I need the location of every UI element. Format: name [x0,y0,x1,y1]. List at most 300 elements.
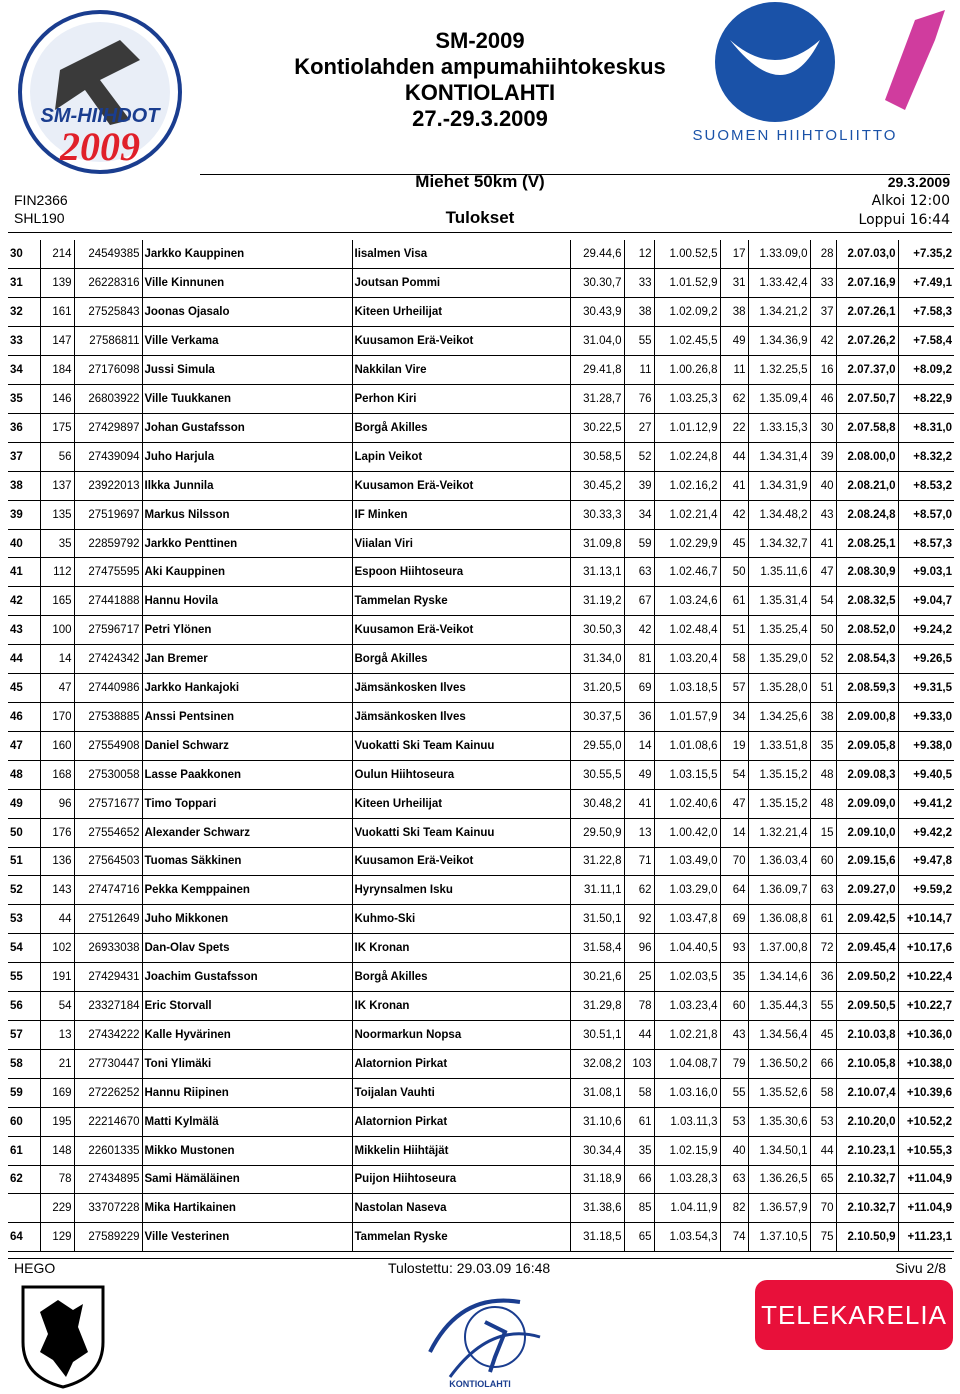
cell-rank: 59 [8,1078,40,1107]
cell-split2-rank: 55 [720,1078,748,1107]
cell-bib: 170 [40,703,74,732]
cell-split2-rank: 49 [720,327,748,356]
cell-time-behind: +10.14,7 [898,905,954,934]
cell-split3-rank: 70 [810,1194,836,1223]
cell-split3-time: 1.32.21,4 [748,818,810,847]
cell-split2-rank: 50 [720,558,748,587]
cell-split3-time: 1.33.42,4 [748,269,810,298]
cell-split3-time: 1.34.50,1 [748,1136,810,1165]
cell-time-behind: +10.22,7 [898,992,954,1021]
cell-bib: 168 [40,760,74,789]
table-row [8,442,954,471]
cell-athlete-name: Tuomas Säkkinen [142,847,352,876]
cell-bib: 214 [40,240,74,269]
cell-split3-rank: 52 [810,645,836,674]
cell-split3-time: 1.37.10,5 [748,1223,810,1252]
cell-athlete-name: Ilkka Junnila [142,471,352,500]
print-timestamp: Tulostettu: 29.03.09 16:48 [388,1260,551,1276]
cell-split2-rank: 14 [720,818,748,847]
cell-split1-rank: 14 [624,731,654,760]
cell-finish-time: 2.09.05,8 [836,731,898,760]
cell-rank: 38 [8,471,40,500]
cell-license-id: 27530058 [74,760,142,789]
cell-club: Alatornion Pirkat [352,1049,570,1078]
cell-time-behind: +9.41,2 [898,789,954,818]
table-row [8,645,954,674]
cell-bib: 195 [40,1107,74,1136]
cell-split3-rank: 43 [810,500,836,529]
cell-license-id: 27512649 [74,905,142,934]
event-dates: 27.-29.3.2009 [412,106,548,131]
race-date: 29.3.2009 [887,174,950,190]
cell-split1-time: 30.37,5 [570,703,624,732]
cell-split1-rank: 36 [624,703,654,732]
cell-split3-rank: 36 [810,963,836,992]
cell-rank: 58 [8,1049,40,1078]
cell-rank: 48 [8,760,40,789]
table-row [8,963,954,992]
cell-athlete-name: Petri Ylönen [142,616,352,645]
cell-license-id: 27571677 [74,789,142,818]
cell-split3-rank: 66 [810,1049,836,1078]
cell-finish-time: 2.07.26,2 [836,327,898,356]
cell-finish-time: 2.10.07,4 [836,1078,898,1107]
cell-athlete-name: Matti Kylmälä [142,1107,352,1136]
coat-of-arms-icon [18,1282,108,1390]
cell-athlete-name: Aki Kauppinen [142,558,352,587]
cell-split2-time: 1.02.21,8 [654,1020,720,1049]
cell-split3-rank: 30 [810,413,836,442]
cell-club: Toijalan Vauhti [352,1078,570,1107]
cell-split3-rank: 16 [810,356,836,385]
cell-split3-time: 1.36.26,5 [748,1165,810,1194]
cell-split1-rank: 44 [624,1020,654,1049]
cell-athlete-name: Kalle Hyvärinen [142,1020,352,1049]
cell-bib: 13 [40,1020,74,1049]
cell-bib: 47 [40,674,74,703]
cell-split2-rank: 19 [720,731,748,760]
cell-bib: 229 [40,1194,74,1223]
cell-rank: 37 [8,442,40,471]
cell-club: Kuusamon Erä-Veikot [352,327,570,356]
cell-split2-time: 1.02.46,7 [654,558,720,587]
cell-split2-rank: 58 [720,645,748,674]
cell-rank: 30 [8,240,40,269]
cell-athlete-name: Joonas Ojasalo [142,298,352,327]
cell-bib: 161 [40,298,74,327]
federation-name: SUOMEN HIIHTOLIITTO [692,127,898,144]
cell-split1-rank: 27 [624,413,654,442]
cell-license-id: 27589229 [74,1223,142,1252]
cell-split1-time: 31.18,9 [570,1165,624,1194]
cell-rank: 51 [8,847,40,876]
cell-split3-time: 1.32.25,5 [748,356,810,385]
cell-bib: 143 [40,876,74,905]
cell-split2-time: 1.02.45,5 [654,327,720,356]
cell-split1-time: 30.43,9 [570,298,624,327]
cell-license-id: 27439094 [74,442,142,471]
cell-split2-time: 1.03.25,3 [654,385,720,414]
cell-license-id: 27596717 [74,616,142,645]
cell-time-behind: +10.22,4 [898,963,954,992]
cell-split2-time: 1.02.21,4 [654,500,720,529]
cell-license-id: 27440986 [74,674,142,703]
cell-license-id: 22859792 [74,529,142,558]
cell-bib: 147 [40,327,74,356]
cell-club: Jämsänkosken Ilves [352,674,570,703]
cell-split1-rank: 81 [624,645,654,674]
cell-club: Tammelan Ryske [352,1223,570,1252]
svg-text:2009: 2009 [60,124,140,169]
cell-rank: 60 [8,1107,40,1136]
cell-split3-time: 1.35.11,6 [748,558,810,587]
cell-license-id: 27525843 [74,298,142,327]
cell-time-behind: +10.36,0 [898,1020,954,1049]
cell-split1-rank: 42 [624,616,654,645]
cell-split1-time: 30.55,5 [570,760,624,789]
cell-club: Nakkilan Vire [352,356,570,385]
cell-rank: 46 [8,703,40,732]
cell-club: Kiteen Urheilijat [352,789,570,818]
cell-split2-rank: 64 [720,876,748,905]
cell-split1-rank: 62 [624,876,654,905]
cell-time-behind: +8.53,2 [898,471,954,500]
table-row [8,356,954,385]
table-row [8,269,954,298]
table-row [8,587,954,616]
cell-split3-time: 1.35.09,4 [748,385,810,414]
table-row [8,847,954,876]
cell-split1-time: 30.50,3 [570,616,624,645]
cell-split2-time: 1.01.08,6 [654,731,720,760]
cell-split3-rank: 41 [810,529,836,558]
cell-split2-rank: 38 [720,298,748,327]
cell-split2-time: 1.00.26,8 [654,356,720,385]
cell-split1-rank: 85 [624,1194,654,1223]
cell-split2-rank: 11 [720,356,748,385]
cell-split3-rank: 45 [810,1020,836,1049]
cell-split1-rank: 33 [624,269,654,298]
cell-split2-rank: 22 [720,413,748,442]
cell-rank: 47 [8,731,40,760]
cell-split3-time: 1.34.31,4 [748,442,810,471]
cell-license-id: 24549385 [74,240,142,269]
cell-split1-time: 31.11,1 [570,876,624,905]
cell-split2-time: 1.00.42,0 [654,818,720,847]
cell-bib: 137 [40,471,74,500]
cell-athlete-name: Juho Mikkonen [142,905,352,934]
cell-athlete-name: Hannu Hovila [142,587,352,616]
cell-bib: 14 [40,645,74,674]
cell-license-id: 27554652 [74,818,142,847]
cell-time-behind: +8.32,2 [898,442,954,471]
cell-license-id: 27554908 [74,731,142,760]
cell-split1-time: 29.50,9 [570,818,624,847]
cell-time-behind: +9.42,2 [898,818,954,847]
cell-split1-rank: 11 [624,356,654,385]
cell-split2-rank: 43 [720,1020,748,1049]
cell-club: Mikkelin Hiihtäjät [352,1136,570,1165]
cell-bib: 160 [40,731,74,760]
cell-time-behind: +10.52,2 [898,1107,954,1136]
cell-athlete-name: Mika Hartikainen [142,1194,352,1223]
header-divider [200,174,950,175]
cell-split3-rank: 44 [810,1136,836,1165]
cell-bib: 129 [40,1223,74,1252]
cell-split1-time: 31.09,8 [570,529,624,558]
cell-time-behind: +9.40,5 [898,760,954,789]
cell-rank: 49 [8,789,40,818]
cell-split1-time: 31.22,8 [570,847,624,876]
cell-athlete-name: Alexander Schwarz [142,818,352,847]
cell-club: Kuusamon Erä-Veikot [352,616,570,645]
cell-time-behind: +7.58,4 [898,327,954,356]
cell-split3-time: 1.34.36,9 [748,327,810,356]
cell-split1-time: 31.34,0 [570,645,624,674]
cell-split3-time: 1.35.31,4 [748,587,810,616]
cell-split1-rank: 103 [624,1049,654,1078]
cell-split1-rank: 41 [624,789,654,818]
race-title: Miehet 50km (V) [415,172,545,191]
cell-split2-rank: 17 [720,240,748,269]
cell-split1-rank: 34 [624,500,654,529]
cell-split1-rank: 35 [624,1136,654,1165]
cell-split1-time: 30.21,6 [570,963,624,992]
cell-split2-time: 1.03.28,3 [654,1165,720,1194]
cell-split1-rank: 63 [624,558,654,587]
cell-time-behind: +10.39,6 [898,1078,954,1107]
cell-license-id: 27474716 [74,876,142,905]
cell-split1-time: 30.58,5 [570,442,624,471]
cell-split2-time: 1.02.40,6 [654,789,720,818]
cell-club: Viialan Viri [352,529,570,558]
cell-bib: 146 [40,385,74,414]
cell-split1-rank: 71 [624,847,654,876]
cell-club: Noormarkun Nopsa [352,1020,570,1049]
table-row [8,703,954,732]
cell-athlete-name: Pekka Kemppainen [142,876,352,905]
cell-split3-rank: 63 [810,876,836,905]
cell-license-id: 27429431 [74,963,142,992]
cell-split1-time: 31.18,5 [570,1223,624,1252]
cell-athlete-name: Jarkko Kauppinen [142,240,352,269]
cell-split1-time: 30.34,4 [570,1136,624,1165]
cell-license-id: 27434895 [74,1165,142,1194]
table-row [8,1049,954,1078]
cell-split2-rank: 79 [720,1049,748,1078]
cell-athlete-name: Ville Verkama [142,327,352,356]
svg-text:SM-HIIHDOT: SM-HIIHDOT [40,105,160,127]
cell-split2-rank: 53 [720,1107,748,1136]
cell-split3-rank: 53 [810,1107,836,1136]
cell-time-behind: +9.47,8 [898,847,954,876]
kontiolahti-logo-text: KONTIOLAHTI [449,1379,511,1389]
results-label: Tulokset [445,208,515,227]
table-row [8,818,954,847]
cell-split3-rank: 51 [810,674,836,703]
cell-athlete-name: Ville Kinnunen [142,269,352,298]
cell-split2-rank: 41 [720,471,748,500]
start-time: Alkoi 12:00 [871,193,950,209]
cell-athlete-name: Jarkko Penttinen [142,529,352,558]
cell-bib: 44 [40,905,74,934]
cell-time-behind: +7.49,1 [898,269,954,298]
cell-split1-rank: 96 [624,934,654,963]
cell-split3-time: 1.34.21,2 [748,298,810,327]
cell-split2-time: 1.03.18,5 [654,674,720,703]
cell-license-id: 27226252 [74,1078,142,1107]
cell-club: Tammelan Ryske [352,587,570,616]
footer-divider [8,1258,952,1259]
cell-license-id: 26803922 [74,385,142,414]
cell-club: Vuokatti Ski Team Kainuu [352,818,570,847]
cell-split2-time: 1.03.49,0 [654,847,720,876]
cell-split1-rank: 69 [624,674,654,703]
cell-rank: 40 [8,529,40,558]
cell-split2-rank: 31 [720,269,748,298]
cell-license-id: 26933038 [74,934,142,963]
cell-split1-rank: 39 [624,471,654,500]
cell-time-behind: +9.31,5 [898,674,954,703]
cell-athlete-name: Ville Vesterinen [142,1223,352,1252]
cell-split2-time: 1.03.24,6 [654,587,720,616]
cell-athlete-name: Dan-Olav Spets [142,934,352,963]
cell-rank: 54 [8,934,40,963]
cell-rank: 57 [8,1020,40,1049]
cell-license-id: 27475595 [74,558,142,587]
cell-time-behind: +8.57,3 [898,529,954,558]
cell-split1-time: 31.29,8 [570,992,624,1021]
cell-time-behind: +11.04,9 [898,1194,954,1223]
cell-license-id: 27730447 [74,1049,142,1078]
cell-split2-rank: 63 [720,1165,748,1194]
cell-split2-time: 1.03.29,0 [654,876,720,905]
cell-bib: 54 [40,992,74,1021]
cell-license-id: 27429897 [74,413,142,442]
cell-split2-time: 1.02.15,9 [654,1136,720,1165]
cell-finish-time: 2.08.00,0 [836,442,898,471]
cell-club: Puijon Hiihtoseura [352,1165,570,1194]
cell-bib: 184 [40,356,74,385]
cell-split2-rank: 45 [720,529,748,558]
cell-finish-time: 2.10.32,7 [836,1165,898,1194]
cell-split1-time: 31.04,0 [570,327,624,356]
cell-athlete-name: Jan Bremer [142,645,352,674]
table-row [8,1165,954,1194]
cell-athlete-name: Anssi Pentsinen [142,703,352,732]
cell-finish-time: 2.08.30,9 [836,558,898,587]
cell-split3-rank: 47 [810,558,836,587]
cell-finish-time: 2.09.50,5 [836,992,898,1021]
cell-finish-time: 2.09.45,4 [836,934,898,963]
cell-split2-time: 1.03.54,3 [654,1223,720,1252]
cell-finish-time: 2.09.08,3 [836,760,898,789]
cell-split1-rank: 76 [624,385,654,414]
cell-time-behind: +10.17,6 [898,934,954,963]
cell-split1-rank: 61 [624,1107,654,1136]
cell-split1-rank: 52 [624,442,654,471]
cell-license-id: 27441888 [74,587,142,616]
cell-finish-time: 2.09.42,5 [836,905,898,934]
cell-split2-time: 1.04.08,7 [654,1049,720,1078]
cell-split2-rank: 54 [720,760,748,789]
cell-bib: 139 [40,269,74,298]
cell-split2-time: 1.04.11,9 [654,1194,720,1223]
cell-club: Lapin Veikot [352,442,570,471]
cell-club: Jämsänkosken Ilves [352,703,570,732]
cell-athlete-name: Sami Hämäläinen [142,1165,352,1194]
cell-split2-time: 1.03.23,4 [654,992,720,1021]
cell-license-id: 27519697 [74,500,142,529]
table-row [8,240,954,269]
table-row [8,1136,954,1165]
cell-split2-time: 1.02.29,9 [654,529,720,558]
cell-split3-rank: 58 [810,1078,836,1107]
table-row [8,789,954,818]
cell-split3-rank: 42 [810,327,836,356]
cell-club: Joutsan Pommi [352,269,570,298]
cell-club: Kuusamon Erä-Veikot [352,471,570,500]
cell-finish-time: 2.08.59,3 [836,674,898,703]
cell-club: Kiteen Urheilijat [352,298,570,327]
table-row [8,1194,954,1223]
cell-split3-time: 1.36.08,8 [748,905,810,934]
cell-split3-rank: 75 [810,1223,836,1252]
cell-finish-time: 2.10.23,1 [836,1136,898,1165]
cell-club: Borgå Akilles [352,413,570,442]
cell-finish-time: 2.09.09,0 [836,789,898,818]
cell-split1-rank: 92 [624,905,654,934]
cell-time-behind: +9.24,2 [898,616,954,645]
cell-finish-time: 2.09.50,2 [836,963,898,992]
cell-split2-time: 1.00.52,5 [654,240,720,269]
cell-club: IK Kronan [352,992,570,1021]
shl-code: SHL190 [14,210,65,226]
cell-rank: 52 [8,876,40,905]
cell-time-behind: +10.38,0 [898,1049,954,1078]
cell-split2-rank: 40 [720,1136,748,1165]
cell-athlete-name: Juho Harjula [142,442,352,471]
table-row [8,327,954,356]
cell-bib: 100 [40,616,74,645]
cell-club: Vuokatti Ski Team Kainuu [352,731,570,760]
cell-athlete-name: Jussi Simula [142,356,352,385]
cell-rank: 36 [8,413,40,442]
cell-split1-time: 30.30,7 [570,269,624,298]
table-row [8,298,954,327]
cell-rank: 43 [8,616,40,645]
fis-code: FIN2366 [14,192,68,208]
cell-club: Kuusamon Erä-Veikot [352,847,570,876]
cell-time-behind: +7.58,3 [898,298,954,327]
cell-finish-time: 2.09.27,0 [836,876,898,905]
cell-split3-rank: 60 [810,847,836,876]
table-row [8,1107,954,1136]
table-row [8,905,954,934]
cell-split3-rank: 15 [810,818,836,847]
cell-split3-rank: 50 [810,616,836,645]
cell-rank: 50 [8,818,40,847]
cell-time-behind: +9.59,2 [898,876,954,905]
cell-split2-time: 1.03.15,5 [654,760,720,789]
cell-bib: 175 [40,413,74,442]
cell-split3-rank: 61 [810,905,836,934]
cell-bib: 96 [40,789,74,818]
cell-split3-time: 1.34.32,7 [748,529,810,558]
table-row [8,876,954,905]
cell-split2-rank: 47 [720,789,748,818]
cell-split1-rank: 59 [624,529,654,558]
